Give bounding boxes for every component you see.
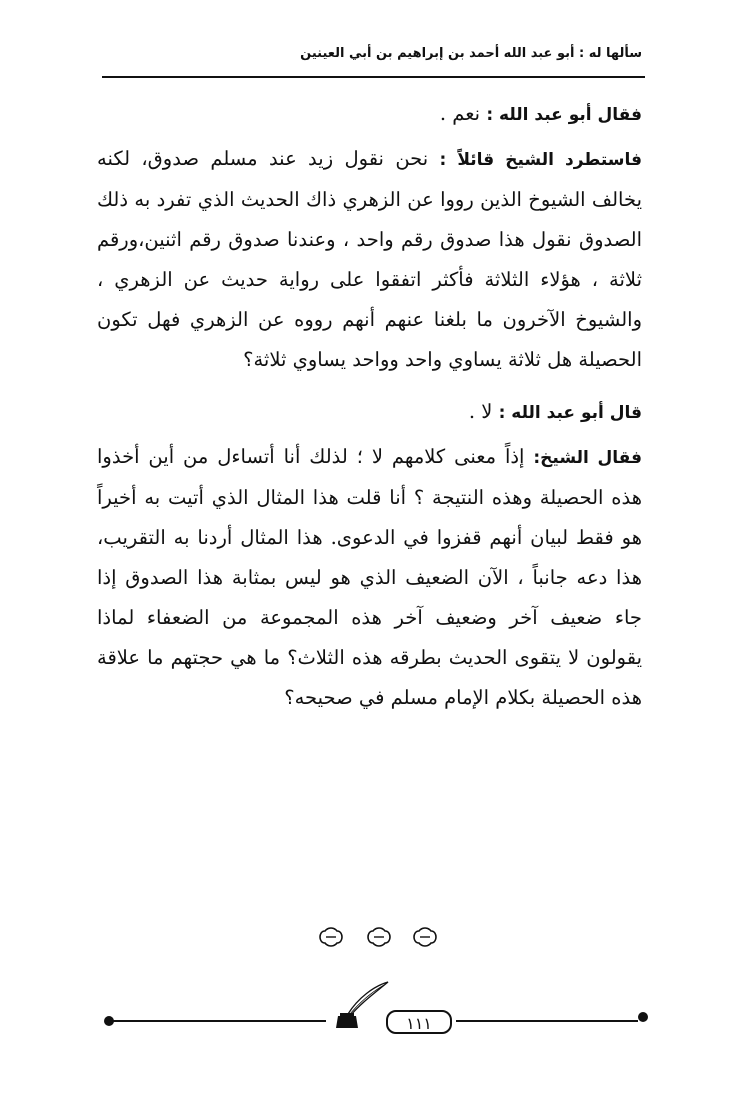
footer-rule-left	[112, 1020, 326, 1022]
page-number: ١١١	[386, 1010, 452, 1034]
lantern-ornament-icon	[412, 926, 438, 948]
paragraph	[97, 94, 642, 135]
footer-rule-end-dot	[638, 1012, 648, 1022]
running-title: سألها له : أبو عبد الله أحمد بن إبراهيم بن أبي العينين	[300, 46, 642, 61]
section-end-ornaments	[0, 926, 746, 950]
paragraph-text: لا .	[468, 400, 499, 423]
paragraph-text: نعم .	[439, 102, 487, 125]
lantern-ornament-icon	[318, 926, 344, 948]
footer-rule-right	[456, 1020, 638, 1022]
speaker-label: فاستطرد الشيخ قائلاً :	[439, 150, 643, 170]
body-text	[97, 94, 642, 730]
paragraph-text: نحن نقول زيد عند مسلم صدوق، لكنه يخالف الشيوخ الذين رووا عن الزهري ذاك الحديث الذي تفرد به ذلك الصدوق نقول هذا صدوق رقم واحد ، وعندنا صدوق رقم اثنين،ورقم ثلاثة ، هؤلاء الثلاثة فأكثر اتفقوا على رواية حديث عن الزهري ، والشيوخ الآخرون ما بلغنا عنهم أنهم رووه عن الزهري فهل تكون الحصيلة هل ثلاثة يساوي واحد وواحد يساوي ثلاثة؟	[97, 147, 642, 371]
speaker-label: فقال الشيخ:	[533, 448, 642, 468]
paragraph	[97, 392, 642, 433]
speaker-label: فقال أبو عبد الله :	[486, 105, 642, 125]
header-rule	[102, 76, 645, 78]
lantern-ornament-icon	[366, 926, 392, 948]
paragraph	[97, 437, 642, 718]
paragraph-text: إذاً معنى كلامهم لا ؛ لذلك أنا أتساءل من أين أخذوا هذه الحصيلة وهذه النتيجة ؟ أنا قلت هذا المثال الذي أتيت به أخيراً هو فقط لبيان أنهم قفزوا في الدعوى. هذا المثال أردنا به التقريب، هذا دعه جانباً ، الآن الضعيف الذي هو ليس بمثابة هذا الصدوق إذا جاء ضعيف آخر وضعيف آخر هذه المجموعة من الضعفاء لماذا يقولون لا يتقوى الحديث بطرقه هذه الثلاث؟ ما هي حجتهم ما علاقة هذه الحصيلة بكلام الإمام مسلم في صحيحه؟	[97, 445, 642, 709]
quill-inkwell-icon	[330, 980, 390, 1032]
speaker-label: قال أبو عبد الله :	[498, 403, 642, 423]
paragraph	[97, 139, 642, 380]
